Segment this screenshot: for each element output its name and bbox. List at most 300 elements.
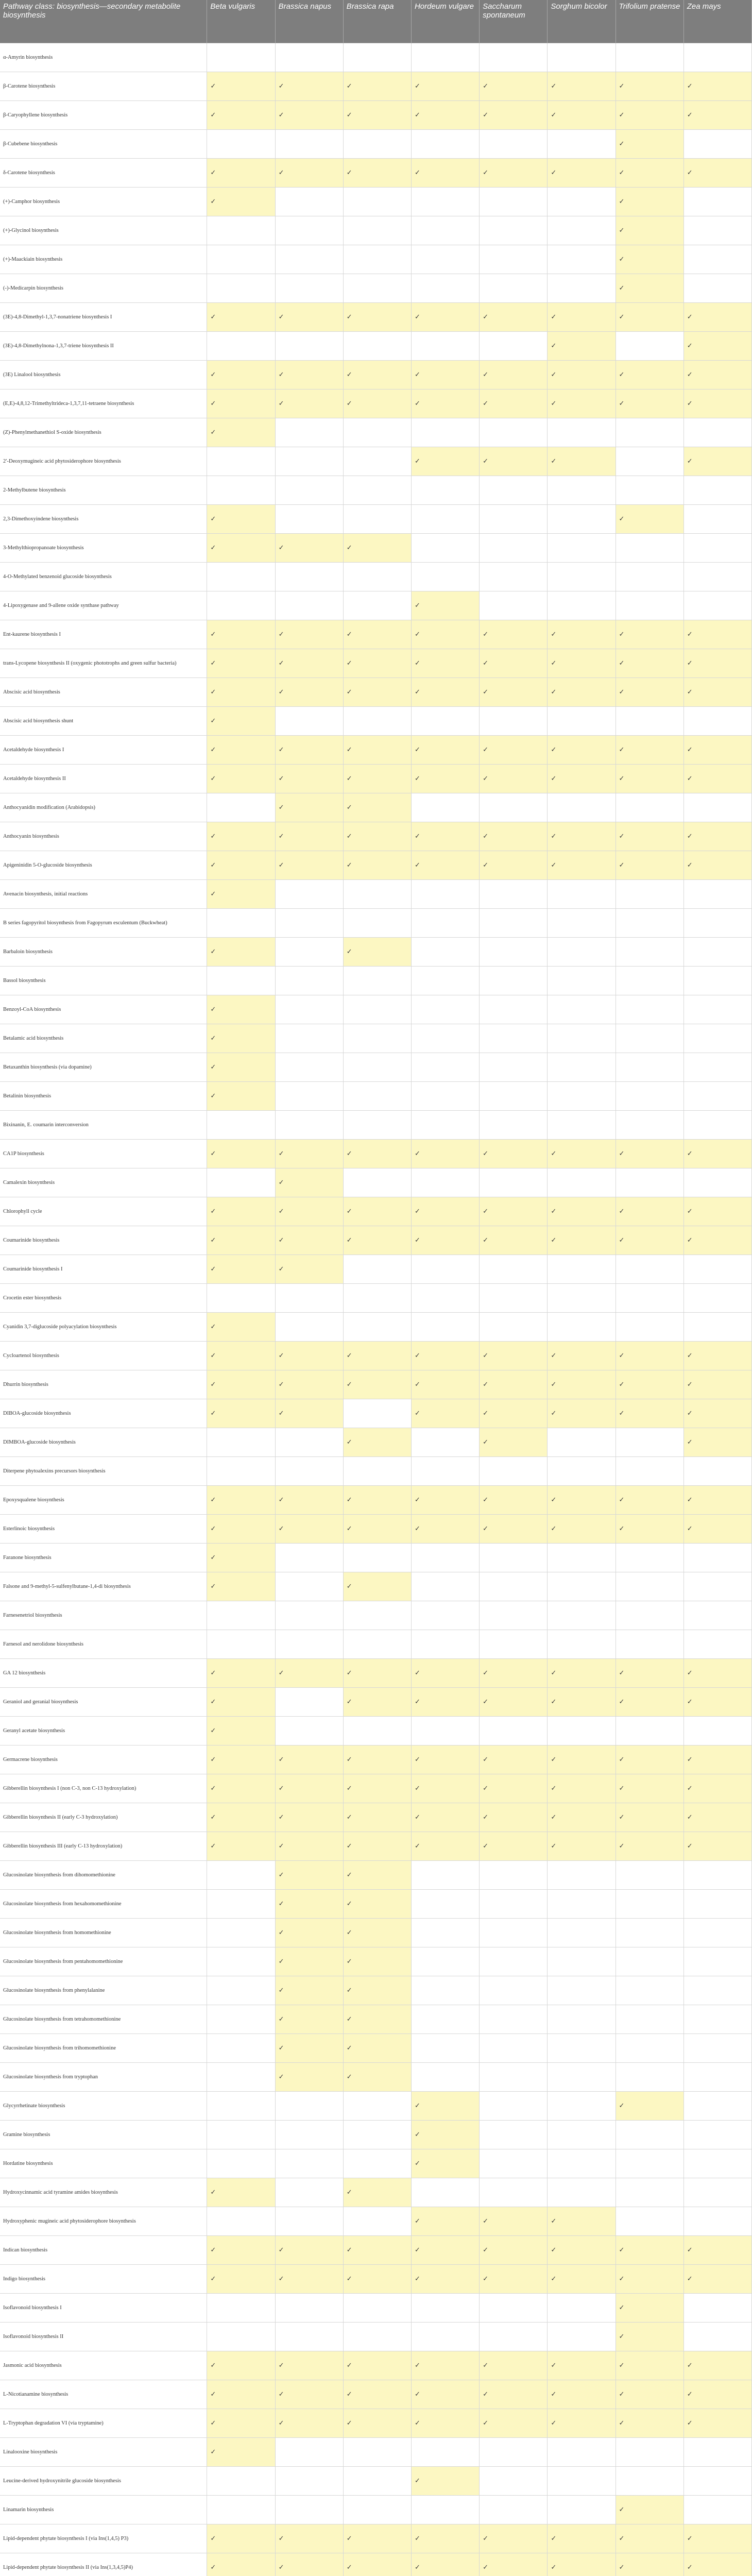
empty-cell <box>616 1082 683 1111</box>
empty-cell <box>343 2121 411 2149</box>
empty-cell <box>683 534 751 563</box>
presence-check-icon: ✓ <box>207 1140 275 1168</box>
presence-check-icon: ✓ <box>616 736 683 765</box>
empty-cell <box>343 2092 411 2121</box>
pathway-name-cell: Isoflavonoid biosynthesis II <box>0 2323 207 2351</box>
empty-cell <box>275 909 343 938</box>
presence-check-icon: ✓ <box>343 1919 411 1947</box>
empty-cell <box>616 591 683 620</box>
empty-cell <box>683 938 751 967</box>
presence-check-icon: ✓ <box>207 418 275 447</box>
empty-cell <box>411 1976 479 2005</box>
empty-cell <box>411 563 479 591</box>
presence-check-icon: ✓ <box>683 1428 751 1457</box>
empty-cell <box>480 1082 548 1111</box>
empty-cell <box>548 2092 616 2121</box>
presence-check-icon: ✓ <box>548 1803 616 1832</box>
presence-check-icon: ✓ <box>207 1313 275 1342</box>
presence-check-icon: ✓ <box>548 1226 616 1255</box>
empty-cell <box>411 418 479 447</box>
table-row <box>0 1140 752 1168</box>
presence-check-icon: ✓ <box>480 1226 548 1255</box>
presence-check-icon: ✓ <box>683 303 751 332</box>
table-row <box>0 1226 752 1255</box>
presence-check-icon: ✓ <box>207 72 275 101</box>
empty-cell <box>683 43 751 72</box>
table-row <box>0 938 752 967</box>
table-row <box>0 736 752 765</box>
presence-check-icon: ✓ <box>275 1370 343 1399</box>
pathway-name-cell: Glucosinolate biosynthesis from tryptophan <box>0 2063 207 2092</box>
empty-cell <box>616 447 683 476</box>
presence-check-icon: ✓ <box>343 1515 411 1544</box>
pathway-name-cell: Farnesenetriol biosynthesis <box>0 1601 207 1630</box>
presence-check-icon: ✓ <box>207 1803 275 1832</box>
empty-cell <box>480 2496 548 2524</box>
empty-cell <box>480 1976 548 2005</box>
pathway-name-cell: 4-Lipoxygenase and 9-allene oxide synthase pathway <box>0 591 207 620</box>
presence-check-icon: ✓ <box>411 2409 479 2438</box>
presence-check-icon: ✓ <box>411 2149 479 2178</box>
presence-check-icon: ✓ <box>207 159 275 188</box>
empty-cell <box>343 216 411 245</box>
pathway-name-cell: (+)-Glycinol biosynthesis <box>0 216 207 245</box>
empty-cell <box>548 591 616 620</box>
pathway-name-cell: Farnesol and nerolidone biosynthesis <box>0 1630 207 1659</box>
pathway-name-cell: (+)-Maackiain biosynthesis <box>0 245 207 274</box>
pathway-name-cell: Lipid-dependent phytate biosynthesis II (via Ins(1,3,4,5)P4) <box>0 2553 207 2576</box>
presence-check-icon: ✓ <box>683 1745 751 1774</box>
table-row <box>0 591 752 620</box>
empty-cell <box>548 1717 616 1745</box>
empty-cell <box>343 447 411 476</box>
empty-cell <box>616 534 683 563</box>
pathway-name-cell: Anthocyanidin modification (Arabidopsis) <box>0 793 207 822</box>
presence-check-icon: ✓ <box>343 159 411 188</box>
empty-cell <box>343 1284 411 1313</box>
presence-check-icon: ✓ <box>343 2380 411 2409</box>
empty-cell <box>275 2496 343 2524</box>
presence-check-icon: ✓ <box>275 2380 343 2409</box>
empty-cell <box>343 1717 411 1745</box>
empty-cell <box>275 216 343 245</box>
presence-check-icon: ✓ <box>275 2553 343 2576</box>
empty-cell <box>548 1890 616 1919</box>
empty-cell <box>616 2121 683 2149</box>
empty-cell <box>275 938 343 967</box>
empty-cell <box>548 707 616 736</box>
presence-check-icon: ✓ <box>616 2236 683 2265</box>
table-row <box>0 1572 752 1601</box>
empty-cell <box>616 1947 683 1976</box>
presence-check-icon: ✓ <box>548 678 616 707</box>
pathway-name-cell: Faranone biosynthesis <box>0 1544 207 1572</box>
empty-cell <box>480 909 548 938</box>
presence-check-icon: ✓ <box>411 2092 479 2121</box>
empty-cell <box>616 2149 683 2178</box>
empty-cell <box>275 245 343 274</box>
presence-check-icon: ✓ <box>548 389 616 418</box>
presence-check-icon: ✓ <box>343 822 411 851</box>
empty-cell <box>275 1111 343 1140</box>
empty-cell <box>343 1313 411 1342</box>
empty-cell <box>616 1544 683 1572</box>
pathway-name-cell: Glucosinolate biosynthesis from phenylalanine <box>0 1976 207 2005</box>
empty-cell <box>616 43 683 72</box>
presence-check-icon: ✓ <box>275 2034 343 2063</box>
empty-cell <box>683 793 751 822</box>
empty-cell <box>207 2323 275 2351</box>
presence-check-icon: ✓ <box>275 2265 343 2294</box>
empty-cell <box>480 793 548 822</box>
table-row <box>0 1515 752 1544</box>
empty-cell <box>207 1428 275 1457</box>
presence-check-icon: ✓ <box>616 130 683 159</box>
empty-cell <box>683 2496 751 2524</box>
pathway-name-cell: Germacrene biosynthesis <box>0 1745 207 1774</box>
empty-cell <box>683 1082 751 1111</box>
empty-cell <box>207 447 275 476</box>
empty-cell <box>207 130 275 159</box>
pathway-name-cell: Betaxanthin biosynthesis (via dopamine) <box>0 1053 207 1082</box>
pathway-name-cell: (Z)-Phenylmethanethiol S-oxide biosynthesis <box>0 418 207 447</box>
presence-check-icon: ✓ <box>207 1544 275 1572</box>
presence-check-icon: ✓ <box>683 1342 751 1370</box>
presence-check-icon: ✓ <box>207 1486 275 1515</box>
pathway-name-cell: Epoxysqualene biosynthesis <box>0 1486 207 1515</box>
presence-check-icon: ✓ <box>275 2005 343 2034</box>
presence-check-icon: ✓ <box>616 1370 683 1399</box>
presence-check-icon: ✓ <box>343 1745 411 1774</box>
empty-cell <box>411 1457 479 1486</box>
presence-check-icon: ✓ <box>275 1919 343 1947</box>
empty-cell <box>548 1919 616 1947</box>
presence-check-icon: ✓ <box>480 1140 548 1168</box>
empty-cell <box>343 43 411 72</box>
presence-check-icon: ✓ <box>343 1832 411 1861</box>
presence-check-icon: ✓ <box>616 1659 683 1688</box>
empty-cell <box>548 130 616 159</box>
presence-check-icon: ✓ <box>480 1197 548 1226</box>
pathway-name-cell: Acetaldehyde biosynthesis I <box>0 736 207 765</box>
presence-check-icon: ✓ <box>683 2524 751 2553</box>
empty-cell <box>548 1544 616 1572</box>
presence-check-icon: ✓ <box>411 1515 479 1544</box>
empty-cell <box>683 1168 751 1197</box>
pathway-name-cell: Camalexin biosynthesis <box>0 1168 207 1197</box>
presence-check-icon: ✓ <box>480 2207 548 2236</box>
pathway-name-cell: Jasmonic acid biosynthesis <box>0 2351 207 2380</box>
empty-cell <box>207 2121 275 2149</box>
presence-check-icon: ✓ <box>480 72 548 101</box>
presence-check-icon: ✓ <box>343 72 411 101</box>
presence-check-icon: ✓ <box>616 851 683 880</box>
presence-check-icon: ✓ <box>275 2524 343 2553</box>
presence-check-icon: ✓ <box>343 2524 411 2553</box>
presence-check-icon: ✓ <box>207 2265 275 2294</box>
empty-cell <box>683 2063 751 2092</box>
table-row <box>0 2409 752 2438</box>
pathway-name-cell: δ-Carotene biosynthesis <box>0 159 207 188</box>
presence-check-icon: ✓ <box>411 303 479 332</box>
pathway-name-cell: 4-O-Methylated benzenoid glucoside biosynthesis <box>0 563 207 591</box>
empty-cell <box>480 2149 548 2178</box>
presence-check-icon: ✓ <box>411 72 479 101</box>
presence-check-icon: ✓ <box>616 188 683 216</box>
pathway-name-cell: Gibberellin biosynthesis I (non C-3, non C-13 hydroxylation) <box>0 1774 207 1803</box>
pathway-name-cell: CA1P biosynthesis <box>0 1140 207 1168</box>
pathway-name-cell: (-)-Medicarpin biosynthesis <box>0 274 207 303</box>
presence-check-icon: ✓ <box>343 1486 411 1515</box>
presence-check-icon: ✓ <box>683 1197 751 1226</box>
empty-cell <box>343 2323 411 2351</box>
table-row <box>0 707 752 736</box>
presence-check-icon: ✓ <box>411 2207 479 2236</box>
presence-check-icon: ✓ <box>548 101 616 130</box>
presence-check-icon: ✓ <box>411 1774 479 1803</box>
empty-cell <box>683 1024 751 1053</box>
empty-cell <box>411 1919 479 1947</box>
presence-check-icon: ✓ <box>548 361 616 389</box>
presence-check-icon: ✓ <box>616 505 683 534</box>
presence-check-icon: ✓ <box>480 678 548 707</box>
empty-cell <box>616 995 683 1024</box>
empty-cell <box>207 2005 275 2034</box>
presence-check-icon: ✓ <box>616 765 683 793</box>
empty-cell <box>411 1630 479 1659</box>
presence-check-icon: ✓ <box>548 736 616 765</box>
pathway-name-cell: Hydroxyphenic mugineic acid phytosiderophore biosynthesis <box>0 2207 207 2236</box>
presence-check-icon: ✓ <box>548 1399 616 1428</box>
presence-check-icon: ✓ <box>480 2380 548 2409</box>
presence-check-icon: ✓ <box>343 1890 411 1919</box>
table-row <box>0 245 752 274</box>
pathway-name-cell: GA 12 biosynthesis <box>0 1659 207 1688</box>
pathway-name-cell: Betalamic acid biosynthesis <box>0 1024 207 1053</box>
empty-cell <box>480 1890 548 1919</box>
presence-check-icon: ✓ <box>343 2178 411 2207</box>
presence-check-icon: ✓ <box>343 534 411 563</box>
pathway-name-cell: trans-Lycopene biosynthesis II (oxygenic phototrophs and green sulfur bacteria) <box>0 649 207 678</box>
presence-check-icon: ✓ <box>616 159 683 188</box>
empty-cell <box>683 1947 751 1976</box>
empty-cell <box>683 1601 751 1630</box>
presence-check-icon: ✓ <box>480 2236 548 2265</box>
empty-cell <box>275 130 343 159</box>
empty-cell <box>683 2149 751 2178</box>
empty-cell <box>411 1024 479 1053</box>
presence-check-icon: ✓ <box>207 2351 275 2380</box>
table-row <box>0 216 752 245</box>
empty-cell <box>411 1947 479 1976</box>
empty-cell <box>548 2467 616 2496</box>
presence-check-icon: ✓ <box>411 736 479 765</box>
table-row <box>0 1457 752 1486</box>
presence-check-icon: ✓ <box>207 505 275 534</box>
presence-check-icon: ✓ <box>207 1342 275 1370</box>
table-row <box>0 2496 752 2524</box>
presence-check-icon: ✓ <box>480 1774 548 1803</box>
empty-cell <box>207 216 275 245</box>
presence-check-icon: ✓ <box>207 851 275 880</box>
table-row <box>0 1082 752 1111</box>
table-row <box>0 534 752 563</box>
empty-cell <box>683 2005 751 2034</box>
empty-cell <box>548 909 616 938</box>
species-header: Brassica napus <box>275 0 343 43</box>
presence-check-icon: ✓ <box>207 2438 275 2467</box>
empty-cell <box>480 130 548 159</box>
empty-cell <box>275 1313 343 1342</box>
presence-check-icon: ✓ <box>411 649 479 678</box>
empty-cell <box>343 2467 411 2496</box>
presence-check-icon: ✓ <box>207 1832 275 1861</box>
pathway-name-cell: L-Nicotianamine biosynthesis <box>0 2380 207 2409</box>
empty-cell <box>343 1399 411 1428</box>
presence-check-icon: ✓ <box>683 765 751 793</box>
presence-check-icon: ✓ <box>275 534 343 563</box>
empty-cell <box>683 1284 751 1313</box>
empty-cell <box>616 476 683 505</box>
table-row <box>0 967 752 995</box>
presence-check-icon: ✓ <box>411 2467 479 2496</box>
presence-check-icon: ✓ <box>683 1140 751 1168</box>
empty-cell <box>343 1168 411 1197</box>
presence-check-icon: ✓ <box>275 1168 343 1197</box>
presence-check-icon: ✓ <box>548 1370 616 1399</box>
empty-cell <box>683 880 751 909</box>
presence-check-icon: ✓ <box>548 2236 616 2265</box>
presence-check-icon: ✓ <box>548 1515 616 1544</box>
table-row <box>0 505 752 534</box>
presence-check-icon: ✓ <box>480 1399 548 1428</box>
empty-cell <box>616 1572 683 1601</box>
empty-cell <box>411 43 479 72</box>
presence-check-icon: ✓ <box>548 2553 616 2576</box>
presence-check-icon: ✓ <box>548 851 616 880</box>
table-row <box>0 1168 752 1197</box>
empty-cell <box>616 2063 683 2092</box>
presence-check-icon: ✓ <box>616 1197 683 1226</box>
presence-check-icon: ✓ <box>548 822 616 851</box>
presence-check-icon: ✓ <box>480 1486 548 1515</box>
presence-check-icon: ✓ <box>275 1947 343 1976</box>
empty-cell <box>616 2034 683 2063</box>
empty-cell <box>275 591 343 620</box>
presence-check-icon: ✓ <box>548 2265 616 2294</box>
presence-check-icon: ✓ <box>207 101 275 130</box>
empty-cell <box>683 591 751 620</box>
presence-check-icon: ✓ <box>683 1515 751 1544</box>
empty-cell <box>683 995 751 1024</box>
pathway-name-cell: β-Caryophyllene biosynthesis <box>0 101 207 130</box>
presence-check-icon: ✓ <box>207 1688 275 1717</box>
empty-cell <box>683 1919 751 1947</box>
empty-cell <box>207 274 275 303</box>
empty-cell <box>275 2323 343 2351</box>
species-header: Hordeum vulgare <box>411 0 479 43</box>
pathway-name-cell: Leucine-derived hydroxynitrile glucoside biosynthesis <box>0 2467 207 2496</box>
presence-check-icon: ✓ <box>343 1659 411 1688</box>
pathway-name-cell: Abscisic acid biosynthesis shunt <box>0 707 207 736</box>
presence-check-icon: ✓ <box>207 389 275 418</box>
empty-cell <box>411 2496 479 2524</box>
empty-cell <box>411 1168 479 1197</box>
presence-check-icon: ✓ <box>411 620 479 649</box>
table-row <box>0 43 752 72</box>
pathway-name-cell: Indican biosynthesis <box>0 2236 207 2265</box>
presence-check-icon: ✓ <box>683 361 751 389</box>
presence-check-icon: ✓ <box>480 2524 548 2553</box>
empty-cell <box>343 707 411 736</box>
empty-cell <box>275 2178 343 2207</box>
presence-check-icon: ✓ <box>411 2236 479 2265</box>
empty-cell <box>343 1457 411 1486</box>
empty-cell <box>343 1544 411 1572</box>
presence-check-icon: ✓ <box>480 1745 548 1774</box>
table-row <box>0 678 752 707</box>
table-row <box>0 2553 752 2576</box>
presence-check-icon: ✓ <box>548 1774 616 1803</box>
presence-check-icon: ✓ <box>343 736 411 765</box>
table-row <box>0 101 752 130</box>
presence-check-icon: ✓ <box>275 1745 343 1774</box>
empty-cell <box>411 476 479 505</box>
empty-cell <box>683 2294 751 2323</box>
empty-cell <box>411 245 479 274</box>
pathway-class-header: Pathway class: biosynthesis—secondary metabolite biosynthesis <box>0 0 207 43</box>
presence-check-icon: ✓ <box>343 2063 411 2092</box>
table-row <box>0 2092 752 2121</box>
pathway-name-cell: Bixinanin, E. coumarin interconversion <box>0 1111 207 1140</box>
presence-check-icon: ✓ <box>480 1370 548 1399</box>
presence-check-icon: ✓ <box>207 880 275 909</box>
empty-cell <box>207 1601 275 1630</box>
presence-check-icon: ✓ <box>275 2409 343 2438</box>
presence-check-icon: ✓ <box>275 1515 343 1544</box>
presence-check-icon: ✓ <box>683 101 751 130</box>
empty-cell <box>480 2034 548 2063</box>
presence-check-icon: ✓ <box>275 1890 343 1919</box>
empty-cell <box>343 2438 411 2467</box>
presence-check-icon: ✓ <box>207 1197 275 1226</box>
presence-check-icon: ✓ <box>207 1717 275 1745</box>
empty-cell <box>411 1861 479 1890</box>
presence-check-icon: ✓ <box>548 2409 616 2438</box>
empty-cell <box>411 995 479 1024</box>
presence-check-icon: ✓ <box>275 1399 343 1428</box>
presence-check-icon: ✓ <box>207 620 275 649</box>
empty-cell <box>275 2467 343 2496</box>
pathway-name-cell: Glucosinolate biosynthesis from homomethionine <box>0 1919 207 1947</box>
empty-cell <box>548 1601 616 1630</box>
empty-cell <box>411 2438 479 2467</box>
empty-cell <box>548 2005 616 2034</box>
empty-cell <box>411 1428 479 1457</box>
empty-cell <box>548 1630 616 1659</box>
empty-cell <box>480 188 548 216</box>
table-row <box>0 2438 752 2467</box>
presence-check-icon: ✓ <box>275 620 343 649</box>
table-row <box>0 418 752 447</box>
presence-check-icon: ✓ <box>207 1082 275 1111</box>
presence-check-icon: ✓ <box>616 649 683 678</box>
pathway-name-cell: Bassol biosynthesis <box>0 967 207 995</box>
empty-cell <box>480 1601 548 1630</box>
pathway-name-cell: β-Cubebene biosynthesis <box>0 130 207 159</box>
presence-check-icon: ✓ <box>548 1745 616 1774</box>
empty-cell <box>548 1284 616 1313</box>
